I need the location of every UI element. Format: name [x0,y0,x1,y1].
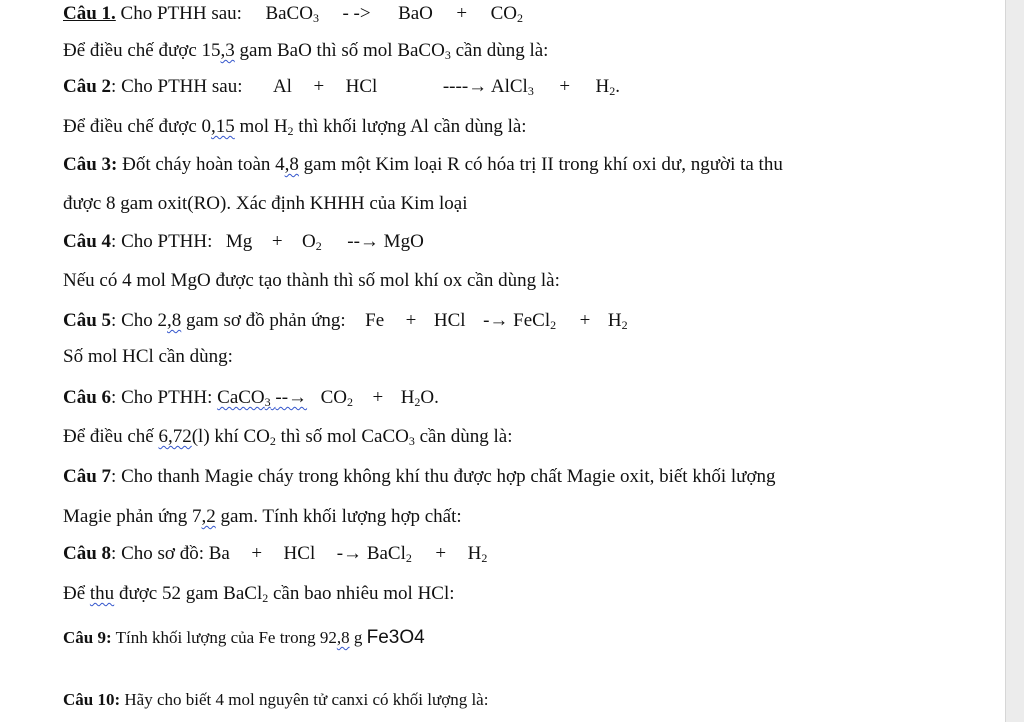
q4-intro: : Cho PTHH: [111,231,213,252]
q7-line-2: Magie phản ứng 7,2 gam. Tính khối lượng hợp chất: [63,506,462,527]
q1-plus: + [456,3,468,24]
q4-product: MgO [383,231,424,252]
q2-product-1: AlCl$_3$ [490,76,534,98]
spell-mark: ,8 [167,310,182,331]
q2-question: Để điều chế được 0,15 mol $H_2$ thì khối lượng Al cần dùng là: [63,116,527,138]
q8-plus-2: + [435,543,447,564]
q6-question: Để điều chế 6,72(l) khí $CO_2$ thì số mol CaCO$_3$ cần dùng là: [63,426,513,448]
q2-plus-1: + [313,76,325,97]
q2-line [63,75,620,103]
q4-question: Nếu có 4 mol MgO được tạo thành thì số mol khí ox cần dùng là: [63,270,560,291]
q2-plus-2: + [559,76,571,97]
q5-reactant-1: Fe [365,310,385,331]
q7-line-1: Câu 7: Cho thanh Magie cháy trong không khí thu được hợp chất Magie oxit, biết khối lượng [63,466,776,487]
q8-intro: : Cho sơ đồ: [111,543,204,564]
q1-line [63,2,523,30]
q8-reactant-2: HCl [283,543,316,564]
q5-arrow: -→ [483,310,509,331]
q1-arrow: - -> [342,3,371,24]
q5-line: Câu 5: Cho 2,8 gam sơ đồ phản ứng: Fe + HCl -→ FeCl$_2$ + $H_2$ [63,310,628,332]
q5-reactant-2: HCl [433,310,466,331]
spell-mark: thu [89,583,115,604]
q5-label: Câu 5 [63,310,112,331]
spell-mark: ,8 [336,628,350,647]
q4-line [63,230,424,258]
q6-reactant: CaCO$_3$ --→ [217,387,308,409]
q2-arrow: ----→ [442,76,488,97]
q8-plus-1: + [251,543,263,564]
q4-reactant-1: Mg [225,231,253,252]
q7-label: Câu 7 [63,466,112,487]
q1-intro: Cho PTHH sau: [120,3,242,24]
q3-label: Câu 3: [63,154,118,175]
q8-product-2: $H_2$ [467,543,488,565]
q6-intro: : Cho PTHH: [111,387,213,408]
q9-label: Câu 9: [63,628,112,647]
spell-mark: ,3 [220,40,235,61]
q1-product-2: $CO_2$ [490,3,524,25]
q8-product-1: BaCl$_2$ [366,543,412,565]
q6-plus: + [372,387,384,408]
q6-product-2: $H_2O$. [400,387,439,409]
q2-product-2: $H_2$. [595,76,621,98]
q6-line [63,386,439,414]
q2-label: Câu 2 [63,76,112,97]
spell-mark: ,15 [211,116,235,137]
q8-line [63,542,487,570]
spell-mark: 6,72 [158,426,192,447]
q4-label: Câu 4 [63,231,112,252]
q4-reactant-2: $O_2$ [302,231,322,253]
q10-line: Câu 10: Hãy cho biết 4 mol nguyên tử canxi có khối lượng là: [63,690,489,709]
q5-product-1: FeCl$_2$ [513,310,557,332]
q9-line: Câu 9: Tính khối lượng của Fe trong 92,8 g Fe3O4 [63,627,425,648]
q2-intro: : Cho PTHH sau: [111,76,243,97]
q4-plus: + [271,231,283,252]
q8-arrow: -→ [336,543,363,564]
q6-label: Câu 6 [63,387,112,408]
q1-question: Để điều chế được 15,3 gam BaO thì số mol BaCO$_3$ cần dùng là: [63,40,549,62]
q6-product-1: $CO_2$ [320,387,353,409]
q3-line-1: Câu 3: Đốt cháy hoàn toàn 4,8 gam một Kim loại R có hóa trị II trong khí oxi dư, người ta thu [63,154,783,175]
q1-product-1: BaO [398,3,433,24]
q10-label: Câu 10: [63,690,121,709]
q9-formula: Fe3O4 [366,627,425,648]
q5-product-2: $H_2$ [607,310,628,332]
q5-plus-1: + [405,310,417,331]
q2-reactant-2: HCl [345,76,378,97]
q5-plus-2: + [579,310,591,331]
q8-question: Để thu được 52 gam BaCl$_2$ cần bao nhiêu mol HCl: [63,583,455,605]
q4-arrow: --→ [347,231,379,252]
q2-reactant-1: Al [272,76,292,97]
spell-mark: ,2 [201,506,216,527]
q5-question: Số mol HCl cần dùng: [63,346,233,367]
q3-line-2: được 8 gam oxit(RO). Xác định KHHH của Kim loại [63,193,468,214]
q8-label: Câu 8 [63,543,112,564]
q8-reactant-1: Ba [208,543,230,564]
q1-label: Câu 1. [63,3,116,24]
q1-reactant: BaCO$_3$ [265,3,319,25]
spell-mark: ,8 [284,154,299,175]
page-edge [1005,0,1024,722]
